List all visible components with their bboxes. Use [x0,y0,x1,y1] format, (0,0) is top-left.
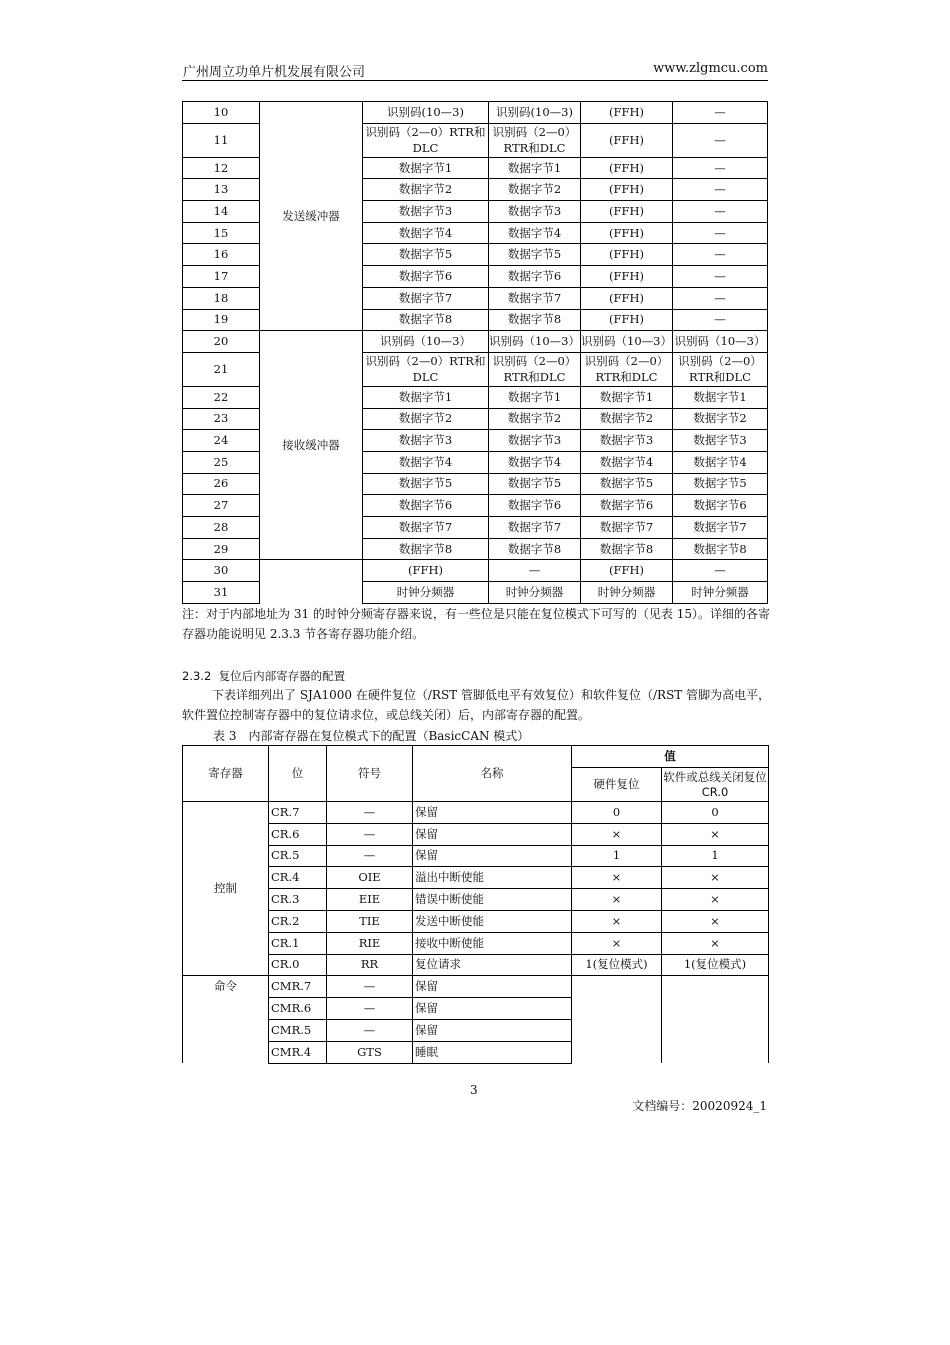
buffer-cell: 数据字节8 [673,538,768,560]
address-cell: 17 [183,266,260,288]
buffer-cell: 识别码（10—3） [489,331,581,353]
sw-reset-cell: 1 [662,845,769,867]
sw-reset-cell: × [662,889,769,911]
buffer-cell: 时钟分频器 [581,582,673,604]
buffer-cell: — [673,179,768,201]
buffer-cell: 数据字节5 [489,473,581,495]
header-value: 值 [572,746,769,768]
section-title: 复位后内部寄存器的配置 [218,669,346,683]
buffer-cell: 数据字节3 [489,201,581,223]
document-number: 文档编号：20020924_1 [632,1099,767,1113]
table-row [183,582,768,604]
buffer-cell: 数据字节5 [673,473,768,495]
symbol-cell: RIE [327,932,413,954]
header-hw-reset: 硬件复位 [572,768,662,802]
address-cell: 13 [183,179,260,201]
hw-reset-cell: × [572,867,662,889]
buffer-cell: 数据字节8 [489,309,581,331]
buffer-cell: 数据字节1 [489,386,581,408]
buffer-cell: 数据字节6 [363,266,489,288]
hw-reset-cell: × [572,889,662,911]
bit-cell: CR.5 [269,845,327,867]
buffer-cell: 数据字节3 [673,430,768,452]
buffer-cell: (FFH) [581,287,673,309]
buffer-cell: 数据字节5 [363,244,489,266]
table-row [183,102,768,124]
buffer-cell: 数据字节6 [673,495,768,517]
buffer-cell: 数据字节5 [581,473,673,495]
bit-cell: CR.3 [269,889,327,911]
buffer-cell: 数据字节2 [673,408,768,430]
buffer-cell: (FFH) [363,560,489,582]
buffer-cell: 数据字节7 [363,287,489,309]
buffer-cell: 数据字节8 [489,538,581,560]
buffer-cell: 数据字节4 [581,451,673,473]
symbol-cell: GTS [327,1041,413,1063]
buffer-cell: 数据字节1 [581,386,673,408]
buffer-cell: 数据字节1 [363,386,489,408]
table-row [183,331,768,353]
name-cell: 保留 [413,823,572,845]
table-row [183,802,769,824]
page-number: 3 [470,1083,478,1097]
buffer-cell: 数据字节4 [673,451,768,473]
table-row [183,560,768,582]
name-cell: 复位请求 [413,954,572,976]
address-cell: 20 [183,331,260,353]
address-cell: 27 [183,495,260,517]
symbol-cell: TIE [327,910,413,932]
name-cell: 保留 [413,802,572,824]
symbol-cell: — [327,976,413,998]
buffer-cell: (FFH) [581,201,673,223]
sw-reset-cell: × [662,910,769,932]
buffer-cell: 数据字节2 [363,179,489,201]
name-cell: 睡眠 [413,1041,572,1063]
table-row [183,932,769,954]
buffer-cell: 数据字节7 [673,517,768,539]
buffer-cell: 数据字节5 [489,244,581,266]
buffer-cell: 数据字节1 [363,157,489,179]
table-row [183,823,769,845]
buffer-cell: 数据字节1 [673,386,768,408]
buffer-cell: — [673,123,768,157]
table-note [182,604,770,644]
buffer-cell: 识别码(10—3) [489,102,581,124]
buffer-cell: 数据字节4 [489,451,581,473]
buffer-cell: 数据字节7 [581,517,673,539]
buffer-cell: 数据字节2 [581,408,673,430]
buffer-cell: 识别码（2—0）RTR和DLC [673,352,768,386]
name-cell: 溢出中断使能 [413,867,572,889]
hw-reset-cell: × [572,910,662,932]
sw-reset-cell [662,976,769,1063]
address-cell: 21 [183,352,260,386]
buffer-cell: 数据字节7 [489,287,581,309]
reset-config-table [182,745,769,1064]
bit-cell: CMR.7 [269,976,327,998]
buffer-cell: 识别码（2—0）RTR和DLC [489,123,581,157]
hw-reset-cell: 1 [572,845,662,867]
table-row [183,954,769,976]
group-cell [260,560,363,582]
bit-cell: CR.1 [269,932,327,954]
address-cell: 14 [183,201,260,223]
buffer-cell: — [673,222,768,244]
address-cell: 16 [183,244,260,266]
buffer-cell: 识别码（10—3） [581,331,673,353]
group-cell [260,582,363,604]
buffer-cell: 识别码（10—3） [363,331,489,353]
control-group: 控制 [183,802,269,976]
bit-cell: CR.6 [269,823,327,845]
header-sw-reset: 软件或总线关闭复位CR.0 [662,768,769,802]
buffer-cell: 数据字节8 [363,309,489,331]
bit-cell: CR.7 [269,802,327,824]
buffer-cell: (FFH) [581,157,673,179]
address-cell: 19 [183,309,260,331]
symbol-cell: EIE [327,889,413,911]
buffer-cell: 数据字节4 [489,222,581,244]
hw-reset-cell: 1(复位模式) [572,954,662,976]
name-cell: 保留 [413,998,572,1020]
name-cell: 接收中断使能 [413,932,572,954]
header-name: 名称 [413,746,572,802]
note-text: 对于内部地址为 31 的时钟分频寄存器来说，有一些位是只能在复位模式下可写的（见表 15）。详细的各寄存器功能说明见 2.3.3 节各寄存器功能介绍。 [182,607,771,641]
name-cell: 发送中断使能 [413,910,572,932]
sw-reset-cell: × [662,823,769,845]
address-cell: 11 [183,123,260,157]
buffer-cell: (FFH) [581,123,673,157]
sw-reset-cell: × [662,932,769,954]
buffer-cell: 数据字节3 [489,430,581,452]
hw-reset-cell [572,976,662,1063]
address-cell: 30 [183,560,260,582]
name-cell: 保留 [413,1019,572,1041]
bit-cell: CMR.4 [269,1041,327,1063]
note-label: 注： [182,607,207,621]
buffer-cell: 数据字节2 [489,179,581,201]
symbol-cell: — [327,1019,413,1041]
buffer-cell: 时钟分频器 [673,582,768,604]
buffer-cell: 识别码（10—3） [673,331,768,353]
address-cell: 18 [183,287,260,309]
buffer-cell: (FFH) [581,309,673,331]
buffer-cell: 识别码（2—0）RTR和DLC [363,123,489,157]
buffer-table [182,101,768,604]
rx-buffer-group: 接收缓冲器 [260,331,363,560]
buffer-cell: 数据字节3 [363,201,489,223]
hw-reset-cell: × [572,823,662,845]
symbol-cell: — [327,802,413,824]
section-heading [182,666,345,686]
buffer-cell: — [673,201,768,223]
buffer-cell: 识别码（2—0）RTR和DLC [581,352,673,386]
address-cell: 25 [183,451,260,473]
buffer-cell: — [673,560,768,582]
section-number: 2.3.2 [182,669,212,683]
header-company: 广州周立功单片机发展有限公司 [183,65,366,80]
header-rule [182,80,768,81]
symbol-cell: RR [327,954,413,976]
address-cell: 15 [183,222,260,244]
buffer-cell: 识别码（2—0）RTR和DLC [489,352,581,386]
header-url: www.zlgmcu.com [653,61,768,76]
address-cell: 23 [183,408,260,430]
sw-reset-cell: × [662,867,769,889]
address-cell: 22 [183,386,260,408]
symbol-cell: — [327,823,413,845]
buffer-cell: (FFH) [581,179,673,201]
address-cell: 12 [183,157,260,179]
header-register: 寄存器 [183,746,269,802]
buffer-cell: 数据字节2 [363,408,489,430]
buffer-cell: 数据字节6 [363,495,489,517]
bit-cell: CMR.5 [269,1019,327,1041]
buffer-cell: 数据字节2 [489,408,581,430]
address-cell: 26 [183,473,260,495]
table-row [183,845,769,867]
buffer-cell: 时钟分频器 [363,582,489,604]
bit-cell: CMR.6 [269,998,327,1020]
table3-caption: 表 3 内部寄存器在复位模式下的配置（BasicCAN 模式） [213,729,530,743]
symbol-cell: — [327,845,413,867]
buffer-cell: (FFH) [581,266,673,288]
buffer-cell: 识别码（2—0）RTR和DLC [363,352,489,386]
name-cell: 保留 [413,845,572,867]
buffer-cell: 数据字节3 [363,430,489,452]
bit-cell: CR.4 [269,867,327,889]
address-cell: 10 [183,102,260,124]
symbol-cell: — [327,998,413,1020]
buffer-cell: 数据字节7 [489,517,581,539]
buffer-cell: 数据字节1 [489,157,581,179]
buffer-cell: 数据字节6 [489,266,581,288]
body-paragraph: 下表详细列出了 SJA1000 在硬件复位（/RST 管脚低电平有效复位）和软件复位（/RST 管脚为高电平，软件置位控制寄存器中的复位请求位，或总线关闭）后，内部寄存器的配置。 [182,688,771,722]
buffer-cell: 数据字节3 [581,430,673,452]
command-group: 命令 [183,976,269,1063]
table-row [183,910,769,932]
buffer-cell: 数据字节6 [489,495,581,517]
buffer-cell: 识别码(10—3) [363,102,489,124]
header-bit: 位 [269,746,327,802]
buffer-cell: (FFH) [581,560,673,582]
sw-reset-cell: 0 [662,802,769,824]
buffer-cell: — [673,157,768,179]
table-row [183,867,769,889]
buffer-cell: — [673,244,768,266]
name-cell: 错误中断使能 [413,889,572,911]
hw-reset-cell: × [572,932,662,954]
buffer-cell: 数据字节8 [581,538,673,560]
address-cell: 31 [183,582,260,604]
buffer-cell: 时钟分频器 [489,582,581,604]
table-row [183,889,769,911]
address-cell: 28 [183,517,260,539]
bit-cell: CR.0 [269,954,327,976]
sw-reset-cell: 1(复位模式) [662,954,769,976]
buffer-cell: — [673,309,768,331]
buffer-cell: — [673,266,768,288]
buffer-cell: 数据字节5 [363,473,489,495]
buffer-cell: — [489,560,581,582]
header-symbol: 符号 [327,746,413,802]
symbol-cell: OIE [327,867,413,889]
hw-reset-cell: 0 [572,802,662,824]
table-row [183,976,769,998]
buffer-cell: 数据字节6 [581,495,673,517]
buffer-cell: (FFH) [581,102,673,124]
buffer-cell: 数据字节7 [363,517,489,539]
address-cell: 24 [183,430,260,452]
buffer-cell: 数据字节8 [363,538,489,560]
buffer-cell: (FFH) [581,244,673,266]
bit-cell: CR.2 [269,910,327,932]
buffer-cell: 数据字节4 [363,222,489,244]
buffer-cell: (FFH) [581,222,673,244]
buffer-cell: — [673,287,768,309]
buffer-cell: — [673,102,768,124]
name-cell: 保留 [413,976,572,998]
tx-buffer-group: 发送缓冲器 [260,102,363,331]
address-cell: 29 [183,538,260,560]
buffer-cell: 数据字节4 [363,451,489,473]
